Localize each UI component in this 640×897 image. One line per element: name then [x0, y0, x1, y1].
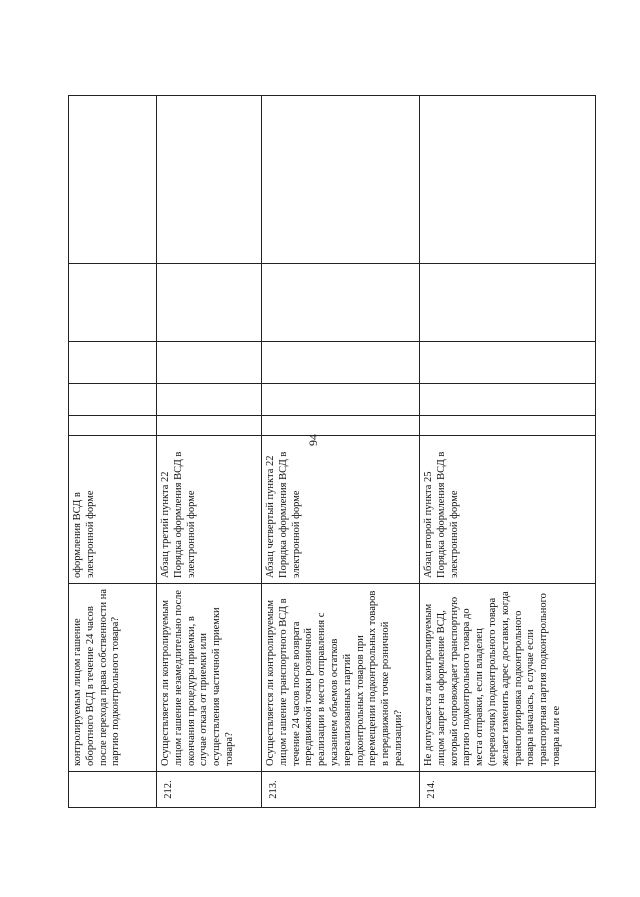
empty-cell	[157, 342, 262, 384]
reference-cell: Абзац четвертый пункта 22 Порядка оформления ВСД в электронной форме	[262, 436, 420, 584]
empty-cell	[69, 96, 157, 264]
question-cell: контролируемым лицом гашение оборотного ВСД в течение 24 часов после перехода права собственности на партию подконтрольного товара?	[69, 584, 157, 772]
table-row	[157, 96, 262, 808]
empty-cell	[69, 264, 157, 342]
reference-cell: Абзац второй пункта 25 Порядка оформления ВСД в электронной форме	[420, 436, 596, 584]
empty-cell	[420, 384, 596, 416]
row-number: 212.	[157, 772, 262, 808]
empty-cell	[157, 264, 262, 342]
question-cell: Не допускается ли контролируемым лицом запрет на оформление ВСД, который сопровождает транспортную партию подконтрольного товара до места отправки, если владелец (перевозчик) подконтрольного товара желает изменить адрес доставки, когда транспортировка подконтрольного товара началась, в случае если транспортная партия подконтрольного товара или ее	[420, 584, 596, 772]
row-number	[69, 772, 157, 808]
empty-cell	[262, 96, 420, 264]
reference-cell: оформления ВСД в электронной форме	[69, 436, 157, 584]
empty-cell	[69, 416, 157, 436]
empty-cell	[262, 342, 420, 384]
question-cell: Осуществляется ли контролируемым лицом гашение транспортного ВСД в течение 24 часов после возврата передвижной точки розничной реализации в место отправления с указанием объемов остатков нереализованных партий подконтрольных товаров при перемещении подконтрольных товаров в передвижной точке розничной реализации?	[262, 584, 420, 772]
row-number: 214.	[420, 772, 596, 808]
empty-cell	[420, 96, 596, 264]
table-row	[69, 96, 157, 808]
empty-cell	[69, 384, 157, 416]
row-number: 213.	[262, 772, 420, 808]
table-row	[262, 96, 420, 808]
empty-cell	[157, 416, 262, 436]
empty-cell	[157, 384, 262, 416]
empty-cell	[157, 96, 262, 264]
empty-cell	[262, 416, 420, 436]
empty-cell	[420, 264, 596, 342]
empty-cell	[262, 384, 420, 416]
question-cell: Осуществляется ли контролируемым лицом гашение незамедлительно после окончания процедуры приемки, в случае отказа от приемки или осуществления частичной приемки товара?	[157, 584, 262, 772]
table-row	[420, 96, 596, 808]
empty-cell	[420, 342, 596, 384]
empty-cell	[420, 416, 596, 436]
reference-cell: Абзац третий пункта 22 Порядка оформления ВСД в электронной форме	[157, 436, 262, 584]
empty-cell	[69, 342, 157, 384]
checklist-table	[68, 95, 596, 808]
checklist-table-rotated	[68, 96, 588, 808]
empty-cell	[262, 264, 420, 342]
page-number: 94	[306, 434, 320, 446]
